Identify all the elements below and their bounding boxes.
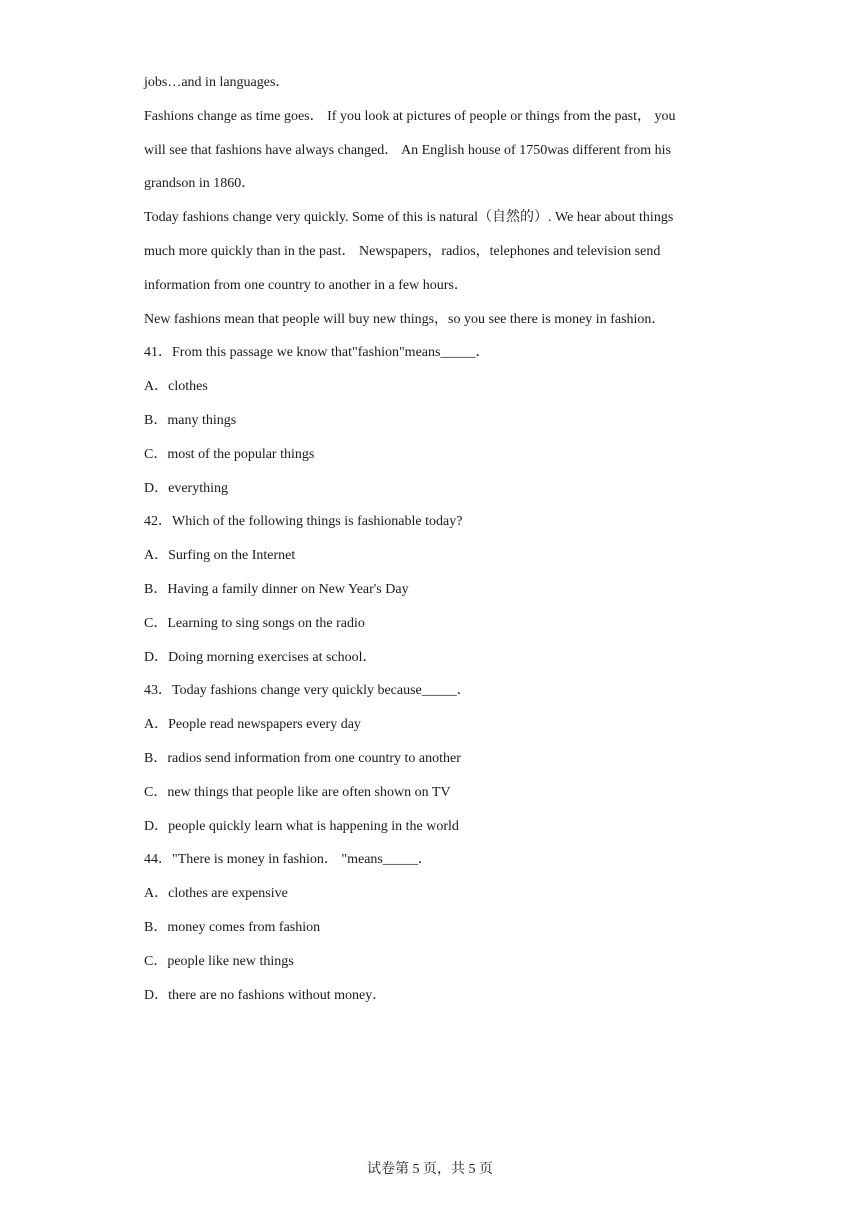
question-stem: 42．Which of the following things is fashionable today? [144,514,463,530]
question-option: D．people quickly learn what is happening in the world [144,818,459,834]
question-stem: 43．Today fashions change very quickly because_____． [144,683,471,699]
question-option: A．clothes are expensive [144,886,288,902]
question-option: B．many things [144,412,237,428]
passage-line: will see that fashions have always changed． An English house of 1750was different from his [144,142,671,158]
passage-line: Today fashions change very quickly. Some of this is natural（自然的）. We hear about things [144,210,674,226]
passage-line: New fashions mean that people will buy new things，so you see there is money in fashion． [144,311,666,327]
passage-line: jobs…and in languages． [144,75,290,90]
question-option: A．People read newspapers every day [144,717,361,733]
question-option: D．everything [144,480,228,496]
passage-line: information from one country to another in a few hours． [144,277,468,293]
page-content [144,66,724,1012]
question-option: B．Having a family dinner on New Year's Day [144,581,409,597]
question-stem: 41．From this passage we know that"fashion"means_____． [144,345,490,361]
passage-line: Fashions change as time goes． If you look at pictures of people or things from the past， you [144,108,676,124]
question-option: C．most of the popular things [144,446,315,462]
question-option: B．money comes from fashion [144,919,321,935]
question-option: C．Learning to sing songs on the radio [144,615,365,631]
question-option: A．clothes [144,379,208,395]
question-option: D．Doing morning exercises at school． [144,649,377,665]
question-stem: 44．"There is money in fashion． "means_____． [144,852,432,868]
question-option: C．new things that people like are often shown on TV [144,784,451,800]
passage-line: grandson in 1860． [144,176,256,192]
passage-line: much more quickly than in the past． Newspapers，radios，telephones and television send [144,243,661,259]
question-option: A．Surfing on the Internet [144,548,296,564]
question-option: D．there are no fashions without money． [144,987,387,1003]
question-option: B．radios send information from one country to another [144,750,461,766]
page-footer: 试卷第 5 页，共 5 页 [367,1162,493,1177]
question-option: C．people like new things [144,953,294,969]
